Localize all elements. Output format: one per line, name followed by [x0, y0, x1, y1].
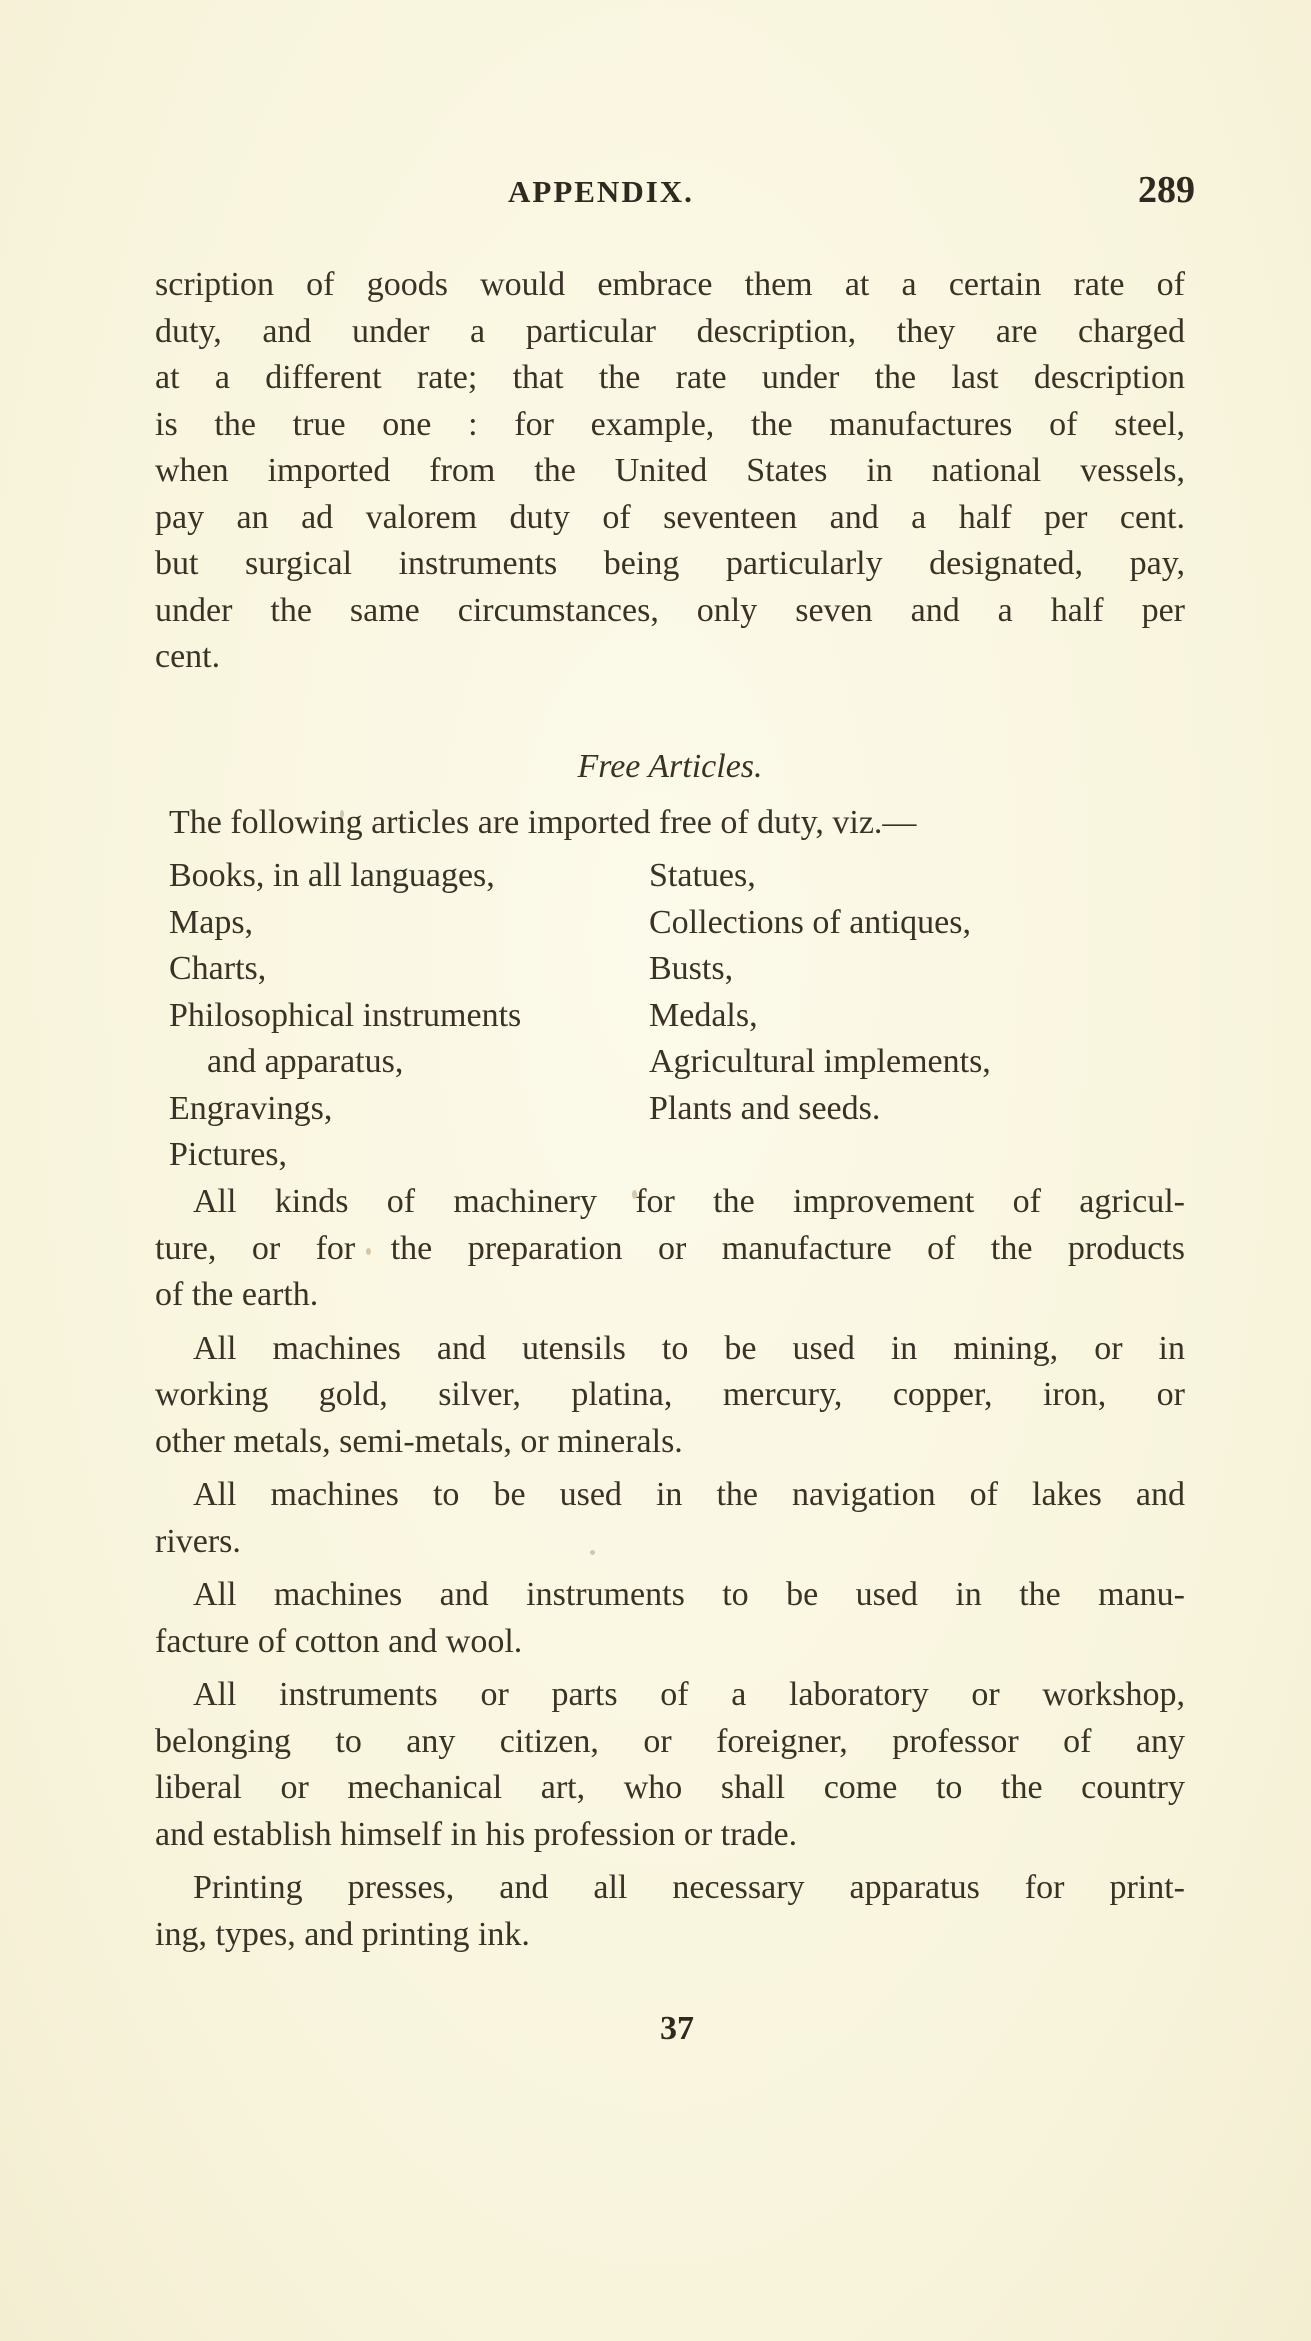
list-item: Pictures,: [169, 1136, 288, 1173]
text-line: but surgical instruments being particularly designated, pay,: [155, 545, 1185, 582]
paragraph: [155, 1572, 1185, 1665]
text-line: under the same circumstances, only seven and a half per: [155, 591, 1185, 629]
list-item: Statues,: [649, 857, 756, 894]
running-head: APPENDIX.: [508, 174, 694, 209]
text-line: ture, or for the preparation or manufacture of the products: [155, 1229, 1185, 1267]
list-item: Charts,: [169, 950, 267, 987]
text-line: belonging to any citizen, or foreigner, professor of any: [155, 1722, 1185, 1760]
text-line: All kinds of machinery for the improvement of agricul-: [193, 1183, 1185, 1220]
list-item: Collections of antiques,: [649, 903, 972, 941]
text-line: and establish himself in his profession or trade.: [155, 1815, 798, 1853]
list-item: Busts,: [649, 950, 734, 987]
signature-mark: 37: [660, 2010, 694, 2047]
list-item: Agricultural implements,: [649, 1043, 991, 1080]
paper-stain: [632, 1190, 637, 1199]
list-item: Medals,: [649, 996, 758, 1034]
list-item: Plants and seeds.: [649, 1089, 881, 1127]
free-articles-right-column: [649, 853, 1169, 1132]
text-line: working gold, silver, platina, mercury, copper, iron, or: [155, 1376, 1185, 1413]
text-line: facture of cotton and wool.: [155, 1622, 523, 1660]
paragraph: [155, 1326, 1185, 1466]
section-title: Free Articles.: [577, 748, 763, 785]
opening-paragraph: [155, 262, 1185, 681]
text-line: Printing presses, and all necessary apparatus for print-: [193, 1869, 1185, 1906]
text-line: scription of goods would embrace them at a certain rate of: [155, 266, 1185, 303]
text-line: pay an ad valorem duty of seventeen and a half per cent.: [155, 498, 1185, 536]
paragraph: [155, 1472, 1185, 1565]
list-item: and apparatus,: [207, 1043, 404, 1080]
body-text: [155, 262, 1185, 1953]
text-line: All machines to be used in the navigation of lakes and: [193, 1476, 1185, 1513]
list-item: Maps,: [169, 903, 254, 941]
text-line: other metals, semi-metals, or minerals.: [155, 1422, 683, 1460]
page-number: 289: [1138, 169, 1195, 211]
text-line: duty, and under a particular description, they are charged: [155, 312, 1185, 350]
page-header: [470, 168, 1230, 228]
paper-stain: [340, 810, 344, 818]
text-line: All machines and utensils to be used in mining, or in: [193, 1329, 1185, 1367]
text-line: All instruments or parts of a laboratory or workshop,: [193, 1676, 1185, 1713]
text-line: at a different rate; that the rate under the last description: [155, 359, 1185, 396]
paragraph: [155, 1865, 1185, 1958]
list-item: Philosophical instruments: [169, 996, 522, 1034]
text-line: is the true one : for example, the manufactures of steel,: [155, 405, 1185, 443]
text-line: rivers.: [155, 1522, 241, 1560]
paper-stain: [366, 1248, 371, 1255]
text-line: of the earth.: [155, 1276, 319, 1313]
text-line: liberal or mechanical art, who shall come to the country: [155, 1769, 1185, 1806]
paragraph: [155, 1179, 1185, 1319]
free-articles-left-column: [169, 853, 639, 1179]
text-line: when imported from the United States in national vessels,: [155, 452, 1185, 489]
list-intro: The following articles are imported free of duty, viz.—: [169, 804, 917, 841]
text-line: cent.: [155, 638, 221, 675]
paragraph: [155, 1672, 1185, 1858]
free-articles-paragraphs: [155, 1179, 1185, 1958]
list-item: Books, in all languages,: [169, 857, 495, 894]
list-item: Engravings,: [169, 1089, 333, 1127]
paper-stain: [590, 1550, 595, 1555]
text-line: ing, types, and printing ink.: [155, 1915, 530, 1953]
text-line: All machines and instruments to be used in the manu-: [193, 1576, 1185, 1613]
